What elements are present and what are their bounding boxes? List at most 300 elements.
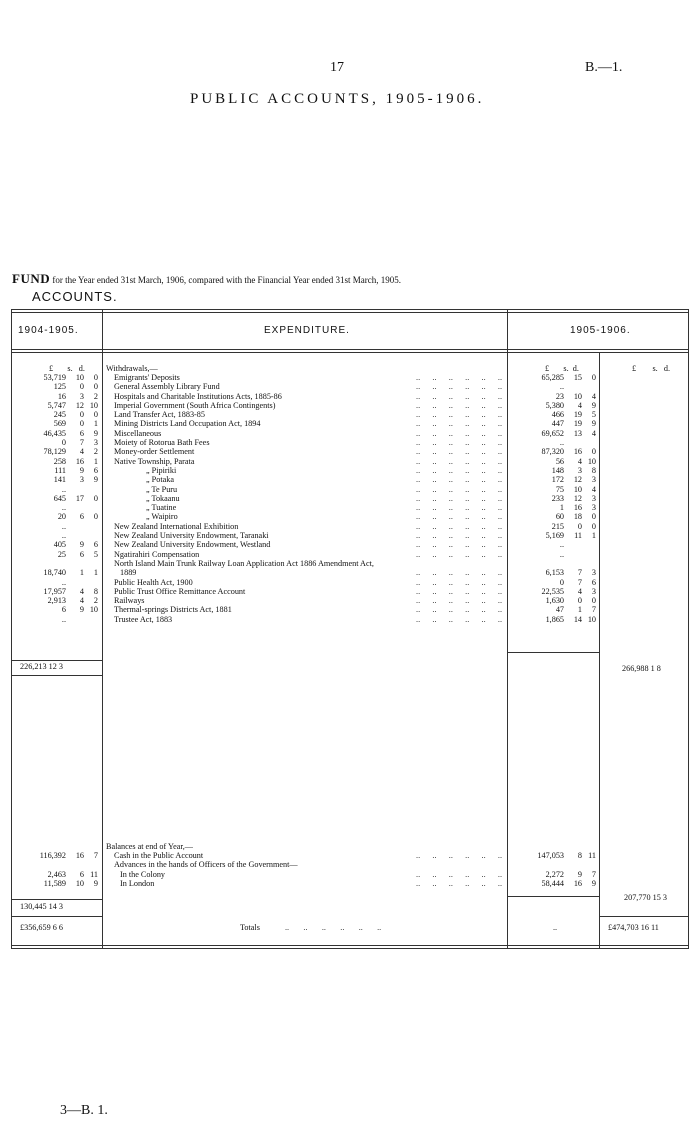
table-row bbox=[0, 494, 700, 503]
amount-1905-1906 bbox=[512, 531, 596, 540]
shillings-value: 12 bbox=[573, 475, 582, 485]
amount-1905-1906 bbox=[512, 447, 596, 456]
pence-value: 3 bbox=[591, 503, 596, 513]
pence-value: 7 bbox=[591, 605, 596, 615]
amount-1904-1905 bbox=[14, 466, 98, 475]
pence-value: 9 bbox=[93, 428, 98, 438]
pounds-value: .. bbox=[559, 549, 564, 559]
leader-dots: .. .. .. .. .. .. bbox=[416, 577, 502, 587]
leader-dots: .. .. .. .. .. .. bbox=[416, 605, 502, 615]
pounds-value: 1,865 bbox=[545, 614, 564, 624]
pence-value: 5 bbox=[93, 549, 98, 559]
row-label: Trustee Act, 1883 bbox=[114, 614, 173, 624]
amount-1905-1906 bbox=[512, 503, 596, 512]
pounds-value: 2,913 bbox=[47, 596, 66, 606]
amount-1905-1906 bbox=[512, 851, 596, 860]
row-description bbox=[106, 466, 502, 475]
leader-dots: .. .. .. .. .. .. bbox=[416, 373, 502, 382]
pounds-value: 111 bbox=[54, 465, 66, 475]
column-header-expenditure: EXPENDITURE. bbox=[264, 325, 350, 336]
table-row bbox=[0, 392, 700, 401]
table-row bbox=[0, 382, 700, 391]
table-row bbox=[0, 522, 700, 531]
table-row bbox=[0, 466, 700, 475]
shillings-value: 3 bbox=[577, 465, 582, 475]
shillings-value: 4 bbox=[577, 456, 582, 466]
pence-value: 9 bbox=[93, 878, 98, 888]
amount-1904-1905 bbox=[14, 419, 98, 428]
leader-dots: .. .. .. .. .. .. bbox=[416, 549, 502, 559]
pence-value: 9 bbox=[591, 878, 596, 888]
amount-1904-1905 bbox=[14, 447, 98, 456]
shillings-value: 10 bbox=[573, 391, 582, 401]
row-description bbox=[106, 382, 502, 391]
pence-value: 0 bbox=[591, 512, 596, 522]
amount-1905-1906 bbox=[512, 522, 596, 531]
row-label: „ Te Puru bbox=[146, 484, 178, 494]
pence-value: 8 bbox=[93, 586, 98, 596]
row-label: Moiety of Rotorua Bath Fees bbox=[114, 438, 210, 448]
row-label: New Zealand International Exhibition bbox=[114, 521, 239, 531]
row-description bbox=[106, 596, 502, 605]
pounds-value: 2,272 bbox=[545, 869, 564, 879]
leader-dots: .. .. .. .. .. .. bbox=[416, 428, 502, 438]
leader-dots: .. .. .. .. .. .. bbox=[416, 400, 502, 410]
pounds-value: 0 bbox=[559, 577, 564, 587]
row-description bbox=[106, 392, 502, 401]
row-description bbox=[106, 485, 502, 494]
row-label: Public Health Act, 1900 bbox=[114, 577, 193, 587]
amount-1904-1905 bbox=[14, 870, 98, 879]
row-label: New Zealand University Endowment, Westland bbox=[114, 540, 271, 550]
row-label: Native Township, Parata bbox=[114, 456, 195, 466]
shillings-value: 3 bbox=[79, 475, 84, 485]
row-label: Thermal-springs Districts Act, 1881 bbox=[114, 605, 232, 615]
table-row bbox=[0, 860, 700, 869]
amount-1904-1905 bbox=[14, 438, 98, 447]
leader-dots: .. .. .. .. .. .. bbox=[416, 475, 502, 485]
row-description bbox=[106, 522, 502, 531]
leader-dots: .. .. .. .. .. .. bbox=[416, 447, 502, 457]
shillings-value: 19 bbox=[573, 419, 582, 429]
shillings-value: 6 bbox=[79, 869, 84, 879]
row-description bbox=[106, 550, 502, 559]
amount-1904-1905 bbox=[14, 522, 98, 531]
amount-1905-1906 bbox=[512, 605, 596, 614]
row-label: Imperial Government (South Africa Contingents) bbox=[114, 400, 276, 410]
table-row bbox=[0, 531, 700, 540]
pence-value: 1 bbox=[591, 531, 596, 541]
pounds-value: 5,747 bbox=[47, 400, 66, 410]
pence-value: 0 bbox=[93, 382, 98, 392]
pence-value: 3 bbox=[93, 438, 98, 448]
pence-value: 9 bbox=[591, 419, 596, 429]
pence-value: 0 bbox=[93, 512, 98, 522]
shillings-value: 9 bbox=[79, 465, 84, 475]
units-right: £ s. d. bbox=[632, 364, 670, 373]
table-row bbox=[0, 503, 700, 512]
row-description bbox=[106, 447, 502, 456]
pounds-value: 60 bbox=[555, 512, 564, 522]
row-label: „ Waipiro bbox=[146, 512, 178, 522]
row-description bbox=[106, 410, 502, 419]
shillings-value: 16 bbox=[75, 456, 84, 466]
table-row bbox=[0, 587, 700, 596]
pence-value: 10 bbox=[587, 456, 596, 466]
amount-1904-1905 bbox=[14, 587, 98, 596]
shillings-value: 7 bbox=[577, 577, 582, 587]
withdrawals-heading: Withdrawals,— bbox=[106, 364, 158, 373]
pence-value: 1 bbox=[93, 419, 98, 429]
shillings-value: 6 bbox=[79, 549, 84, 559]
row-label: Railways bbox=[114, 596, 145, 606]
row-description bbox=[106, 373, 502, 382]
balances-heading: Balances at end of Year,— bbox=[106, 842, 193, 851]
pounds-value: .. bbox=[559, 540, 564, 550]
pence-value: 0 bbox=[591, 373, 596, 382]
fund-caption-text: for the Year ended 31st March, 1906, compared with the Financial Year ended 31st March, 1905. bbox=[52, 275, 402, 285]
shillings-value: 15 bbox=[573, 373, 582, 382]
pounds-value: 53,719 bbox=[43, 373, 66, 382]
row-description bbox=[106, 559, 502, 568]
row-description bbox=[106, 457, 502, 466]
row-description bbox=[106, 605, 502, 614]
leader-dots: .. .. .. .. .. .. bbox=[416, 410, 502, 420]
shillings-value: 0 bbox=[79, 382, 84, 392]
shillings-value: 12 bbox=[573, 493, 582, 503]
shillings-value: 13 bbox=[573, 428, 582, 438]
leader-dots: .. .. .. .. .. .. bbox=[416, 869, 502, 879]
amount-1904-1905 bbox=[14, 540, 98, 549]
shillings-value: 7 bbox=[577, 568, 582, 578]
leader-dots: .. .. .. .. .. .. bbox=[416, 456, 502, 466]
table-row bbox=[0, 485, 700, 494]
accounts-heading: ACCOUNTS. bbox=[32, 289, 118, 304]
table-row bbox=[0, 447, 700, 456]
table-row bbox=[0, 512, 700, 521]
leader-dots: .. .. .. .. .. .. bbox=[416, 382, 502, 392]
pounds-value: 172 bbox=[551, 475, 564, 485]
row-label: General Assembly Library Fund bbox=[114, 382, 220, 392]
pence-value: 1 bbox=[93, 568, 98, 578]
amount-1905-1906 bbox=[512, 550, 596, 559]
pounds-value: 569 bbox=[53, 419, 66, 429]
pounds-value: .. bbox=[559, 382, 564, 392]
pence-value: 3 bbox=[591, 586, 596, 596]
table-row bbox=[0, 605, 700, 614]
pence-value: 7 bbox=[93, 851, 98, 860]
amount-1904-1905 bbox=[14, 615, 98, 624]
row-label: Hospitals and Charitable Institutions Acts, 1885-86 bbox=[114, 391, 282, 401]
pence-value: 8 bbox=[591, 465, 596, 475]
row-description bbox=[106, 587, 502, 596]
table-row bbox=[0, 457, 700, 466]
shillings-value: 18 bbox=[573, 512, 582, 522]
pounds-value: 5,380 bbox=[545, 400, 564, 410]
amount-1904-1905 bbox=[14, 410, 98, 419]
pounds-value: 116,392 bbox=[39, 851, 66, 860]
amount-1905-1906 bbox=[512, 438, 596, 447]
leader-dots: .. .. .. .. .. .. bbox=[416, 419, 502, 429]
amount-1904-1905 bbox=[14, 531, 98, 540]
amount-1905-1906 bbox=[512, 860, 596, 869]
row-description bbox=[106, 503, 502, 512]
table-row bbox=[0, 870, 700, 879]
units-middle: £ s. d. bbox=[545, 364, 579, 373]
pence-value: 0 bbox=[93, 493, 98, 503]
pounds-value: 258 bbox=[53, 456, 66, 466]
pence-value: 4 bbox=[591, 428, 596, 438]
pounds-value: 147,053 bbox=[537, 851, 564, 860]
pence-value: 11 bbox=[90, 869, 98, 879]
totals-label: Totals bbox=[240, 923, 260, 932]
row-description bbox=[106, 540, 502, 549]
leader-dots: .. .. .. .. .. .. bbox=[416, 878, 502, 888]
pence-value: 10 bbox=[89, 400, 98, 410]
amount-1905-1906 bbox=[512, 494, 596, 503]
table-row bbox=[0, 851, 700, 860]
pence-value: 11 bbox=[588, 851, 596, 860]
footer-reference: 3—B. 1. bbox=[60, 1103, 108, 1118]
amount-1904-1905 bbox=[14, 457, 98, 466]
pence-value: 0 bbox=[591, 596, 596, 606]
amount-1904-1905 bbox=[14, 512, 98, 521]
amount-1904-1905 bbox=[14, 503, 98, 512]
pounds-value: 23 bbox=[555, 391, 564, 401]
amount-1904-1905 bbox=[14, 373, 98, 382]
leader-dots: .. .. .. .. .. .. bbox=[416, 391, 502, 401]
leader-dots: .. .. .. .. .. .. bbox=[416, 493, 502, 503]
shillings-value: 17 bbox=[75, 493, 84, 503]
table-row bbox=[0, 568, 700, 577]
table-row bbox=[0, 475, 700, 484]
pence-value: 2 bbox=[93, 447, 98, 457]
pence-value: 7 bbox=[591, 869, 596, 879]
pounds-value: .. bbox=[61, 531, 66, 541]
row-label: Public Trust Office Remittance Account bbox=[114, 586, 246, 596]
amount-1904-1905 bbox=[14, 429, 98, 438]
withdrawals-total-prev: 226,213 12 3 bbox=[20, 662, 63, 671]
shillings-value: 3 bbox=[79, 391, 84, 401]
amount-1905-1906 bbox=[512, 587, 596, 596]
table-row bbox=[0, 550, 700, 559]
shillings-value: 0 bbox=[79, 419, 84, 429]
amount-1904-1905 bbox=[14, 596, 98, 605]
balances-total-prev: 130,445 14 3 bbox=[20, 902, 63, 911]
pounds-value: .. bbox=[61, 503, 66, 513]
amount-1905-1906 bbox=[512, 578, 596, 587]
amount-1905-1906 bbox=[512, 540, 596, 549]
shillings-value: 4 bbox=[577, 586, 582, 596]
shillings-value: 7 bbox=[79, 438, 84, 448]
leader-dots: .. .. .. .. .. .. bbox=[416, 521, 502, 531]
pounds-value: 47 bbox=[555, 605, 564, 615]
pence-value: 6 bbox=[93, 465, 98, 475]
shillings-value: 8 bbox=[577, 851, 582, 860]
pence-value: 2 bbox=[93, 391, 98, 401]
row-description bbox=[106, 475, 502, 484]
pence-value: 6 bbox=[93, 540, 98, 550]
pounds-value: .. bbox=[61, 614, 66, 624]
table-row bbox=[0, 438, 700, 447]
pounds-value: 141 bbox=[53, 475, 66, 485]
amount-1904-1905 bbox=[14, 494, 98, 503]
row-label: Advances in the hands of Officers of the Government— bbox=[114, 860, 298, 870]
leader-dots: .. .. .. .. .. .. bbox=[416, 438, 502, 448]
totals-curr-dots: .. bbox=[553, 923, 558, 932]
pounds-value: 5,169 bbox=[545, 531, 564, 541]
pounds-value: 11,589 bbox=[43, 878, 66, 888]
pounds-value: 87,320 bbox=[541, 447, 564, 457]
fund-caption bbox=[12, 271, 401, 287]
amount-1905-1906 bbox=[512, 419, 596, 428]
table-row bbox=[0, 410, 700, 419]
shillings-value: 12 bbox=[75, 400, 84, 410]
row-description bbox=[106, 429, 502, 438]
row-label: Emigrants' Deposits bbox=[114, 373, 180, 382]
leader-dots: .. .. .. .. .. .. bbox=[416, 586, 502, 596]
pence-value: 0 bbox=[591, 521, 596, 531]
pounds-value: 1,630 bbox=[545, 596, 564, 606]
column-header-1904-1905: 1904-1905. bbox=[18, 325, 79, 336]
pounds-value: 46,435 bbox=[43, 428, 66, 438]
row-label: In the Colony bbox=[120, 869, 166, 879]
row-description bbox=[106, 438, 502, 447]
amount-1905-1906 bbox=[512, 429, 596, 438]
row-description bbox=[106, 512, 502, 521]
row-label: „ Tokaanu bbox=[146, 493, 180, 503]
row-label: Cash in the Public Account bbox=[114, 851, 204, 860]
pounds-value: 18,740 bbox=[43, 568, 66, 578]
pence-value: 1 bbox=[93, 456, 98, 466]
amount-1905-1906 bbox=[512, 410, 596, 419]
leader-dots: .. .. .. .. .. .. bbox=[416, 465, 502, 475]
amount-1905-1906 bbox=[512, 596, 596, 605]
shillings-value: 10 bbox=[75, 373, 84, 382]
table-row bbox=[0, 559, 700, 568]
row-description bbox=[106, 615, 502, 624]
row-label: „ Pipiriki bbox=[146, 465, 177, 475]
page-title: PUBLIC ACCOUNTS, 1905-1906. bbox=[190, 91, 485, 107]
shillings-value: 9 bbox=[577, 869, 582, 879]
units-left: £ s. d. bbox=[49, 364, 85, 373]
grand-total-curr: £474,703 16 11 bbox=[608, 923, 659, 932]
amount-1905-1906 bbox=[512, 485, 596, 494]
table-row bbox=[0, 596, 700, 605]
amount-1905-1906 bbox=[512, 457, 596, 466]
leader-dots: .. .. .. .. .. .. bbox=[416, 484, 502, 494]
amount-1904-1905 bbox=[14, 382, 98, 391]
balances-rows bbox=[0, 851, 700, 888]
shillings-value: 19 bbox=[573, 410, 582, 420]
leader-dots: .. .. .. .. .. .. bbox=[416, 596, 502, 606]
row-label: New Zealand University Endowment, Taranaki bbox=[114, 531, 269, 541]
row-label: Mining Districts Land Occupation Act, 1894 bbox=[114, 419, 261, 429]
shillings-value: 9 bbox=[79, 605, 84, 615]
row-description bbox=[106, 494, 502, 503]
pounds-value: .. bbox=[559, 438, 564, 448]
amount-1905-1906 bbox=[512, 401, 596, 410]
leader-dots: .. .. .. .. .. .. bbox=[416, 512, 502, 522]
pounds-value: 245 bbox=[53, 410, 66, 420]
amount-1905-1906 bbox=[512, 615, 596, 624]
pounds-value: 56 bbox=[555, 456, 564, 466]
column-header-1905-1906: 1905-1906. bbox=[570, 325, 631, 336]
table-row bbox=[0, 401, 700, 410]
document-reference: B.—1. bbox=[585, 60, 623, 75]
amount-1905-1906 bbox=[512, 475, 596, 484]
pounds-value: 16 bbox=[57, 391, 66, 401]
pounds-value: 148 bbox=[551, 465, 564, 475]
shillings-value: 16 bbox=[573, 503, 582, 513]
pounds-value: 20 bbox=[57, 512, 66, 522]
pounds-value: 22,535 bbox=[541, 586, 564, 596]
pence-value: 6 bbox=[591, 577, 596, 587]
amount-1905-1906 bbox=[512, 870, 596, 879]
row-label: In London bbox=[120, 878, 155, 888]
pence-value: 5 bbox=[591, 410, 596, 420]
pounds-value: 6,153 bbox=[545, 568, 564, 578]
withdrawals-total-curr: 266,988 1 8 bbox=[622, 664, 661, 673]
row-description bbox=[106, 419, 502, 428]
row-description bbox=[106, 879, 502, 888]
leader-dots: .. .. .. .. .. .. bbox=[416, 503, 502, 513]
row-description bbox=[106, 860, 502, 869]
pounds-value: 78,129 bbox=[43, 447, 66, 457]
pounds-value: 2,463 bbox=[47, 869, 66, 879]
row-label: North Island Main Trunk Railway Loan Application Act 1886 Amendment Act, bbox=[114, 558, 374, 568]
amount-1904-1905 bbox=[14, 392, 98, 401]
pounds-value: 645 bbox=[53, 493, 66, 503]
pence-value: 4 bbox=[591, 391, 596, 401]
pounds-value: 6 bbox=[61, 605, 66, 615]
amount-1905-1906 bbox=[512, 392, 596, 401]
pounds-value: 405 bbox=[53, 540, 66, 550]
pence-value: 9 bbox=[93, 475, 98, 485]
amount-1904-1905 bbox=[14, 578, 98, 587]
pence-value: 10 bbox=[89, 605, 98, 615]
amount-1905-1906 bbox=[512, 879, 596, 888]
amount-1904-1905 bbox=[14, 568, 98, 577]
table-row bbox=[0, 429, 700, 438]
shillings-value: 4 bbox=[79, 596, 84, 606]
row-label: Money-order Settlement bbox=[114, 447, 195, 457]
pounds-value: 25 bbox=[57, 549, 66, 559]
shillings-value: 4 bbox=[79, 586, 84, 596]
shillings-value: 14 bbox=[573, 614, 582, 624]
row-description bbox=[106, 851, 502, 860]
shillings-value: 4 bbox=[79, 447, 84, 457]
row-label: Land Transfer Act, 1883-85 bbox=[114, 410, 205, 420]
pounds-value: .. bbox=[61, 577, 66, 587]
amount-1904-1905 bbox=[14, 550, 98, 559]
pence-value: 0 bbox=[93, 410, 98, 420]
row-label: 1889 bbox=[120, 568, 137, 578]
pence-value: 3 bbox=[591, 493, 596, 503]
amount-1904-1905 bbox=[14, 860, 98, 869]
pounds-value: .. bbox=[61, 484, 66, 494]
shillings-value: 0 bbox=[577, 596, 582, 606]
amount-1905-1906 bbox=[512, 559, 596, 568]
amount-1905-1906 bbox=[512, 373, 596, 382]
shillings-value: 1 bbox=[577, 605, 582, 615]
shillings-value: 0 bbox=[577, 521, 582, 531]
shillings-value: 6 bbox=[79, 512, 84, 522]
pounds-value: 447 bbox=[551, 419, 564, 429]
leader-dots: .. .. .. .. .. .. bbox=[416, 531, 502, 541]
pence-value: 3 bbox=[591, 568, 596, 578]
leader-dots: .. .. .. .. .. .. bbox=[416, 851, 502, 860]
